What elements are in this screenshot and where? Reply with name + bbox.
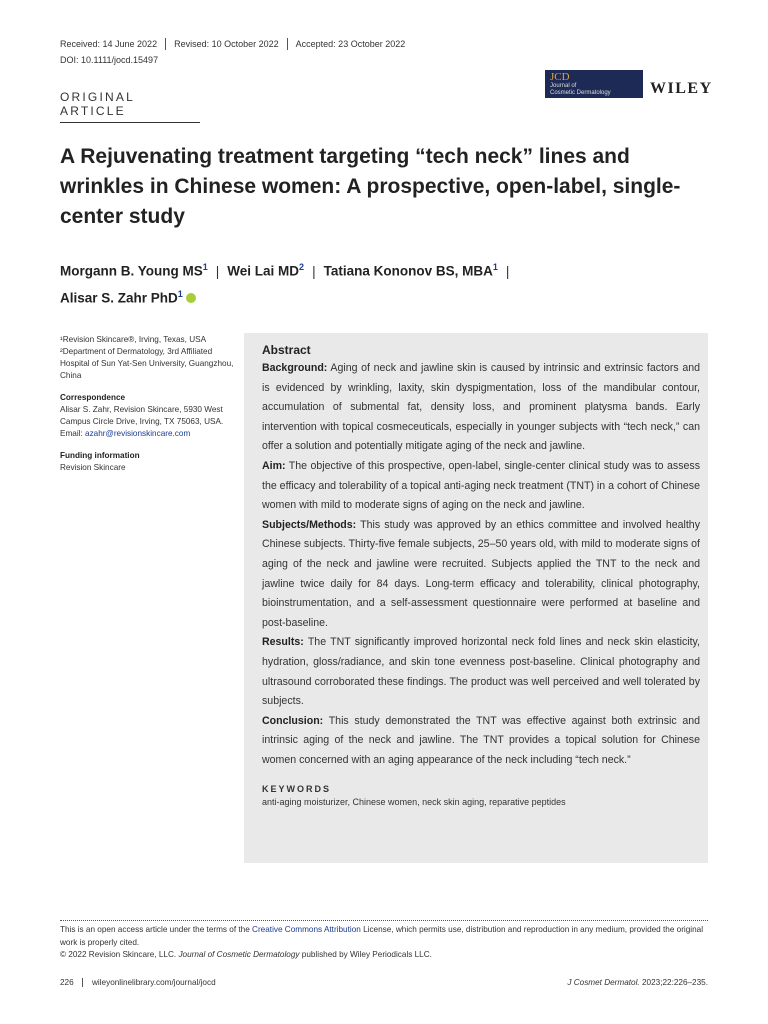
abstract-results (262, 633, 700, 711)
citation-journal: J Cosmet Dermatol. (567, 978, 640, 987)
affiliation-2: ²Department of Dermatology, 3rd Affiliated Hospital of Sun Yat-Sen University, Guangzhou, China (60, 347, 234, 380)
license-text-start: This is an open access article under the terms of the (60, 925, 253, 934)
abstract-section-label: Subjects/Methods: (262, 518, 357, 531)
funding-text: Revision Skincare (60, 463, 126, 472)
journal-logo-abbrev: JCD (550, 71, 570, 83)
copyright-journal: Journal of Cosmetic Dermatology (178, 950, 300, 959)
footnote-divider (60, 920, 708, 921)
license-text (60, 924, 708, 949)
keywords-list: anti-aging moisturizer, Chinese women, neck skin aging, reparative peptides (262, 797, 566, 808)
author-name[interactable]: Morgann B. Young MS (60, 263, 203, 279)
article-info-column (60, 334, 235, 474)
revised-date: Revised: 10 October 2022 (174, 38, 288, 50)
copyright-start: © 2022 Revision Skincare, LLC. (60, 950, 179, 959)
author-separator: | (505, 263, 510, 279)
abstract-methods (262, 516, 700, 634)
license-text-end: License, which permits use, distribution and reproduction in any medium, provided the original work is properly cited. (60, 925, 704, 947)
abstract-box (244, 333, 708, 863)
copyright-end: published by Wiley Periodicals LLC. (299, 950, 432, 959)
journal-logo-name: Cosmetic Dermatology (550, 90, 611, 96)
creative-commons-link[interactable]: Creative Commons Attribution (252, 925, 361, 934)
accepted-date: Accepted: 23 October 2022 (295, 39, 406, 49)
author-name[interactable]: Alisar S. Zahr PhD (60, 290, 178, 305)
abstract-section-text: The TNT significantly improved horizontal neck fold lines and neck skin elasticity, hydration, gloss/radiance, and skin tone evenness post-baseline. Clinical photography and ultrasound corroborated these findings. The product was well perceived and well tolerated by subjects. (262, 636, 700, 708)
abstract-section-text: This study was approved by an ethics committee and involved healthy Chinese subjects. Thirty-five female subjects, 25–50 years old, with mild to moderate signs of aging of the neck and jawline were recruited. Subjects applied the TNT to the neck and jawline twice daily for 84 days. Long-term efficacy and tolerability, clinical photography, bioinstrumentation, and a self-assessment questionnaire were performed at baseline and post-baseline. (262, 518, 700, 629)
doi[interactable]: DOI: 10.1111/jocd.15497 (60, 55, 159, 65)
author-affiliation-marker[interactable]: 1 (492, 262, 498, 272)
received-date: Received: 14 June 2022 (60, 38, 166, 50)
article-type: ORIGINAL ARTICLE (60, 90, 200, 123)
author-affiliation-marker[interactable]: 1 (177, 288, 183, 299)
abstract-section-text: Aging of neck and jawline skin is caused by intrinsic and extrinsic factors and is evidenced by wrinkling, laxity, skin dyspigmentation, loss of the mandibular contour, accumulation of submental fat, density loss, and prominent platysma bands. Early intervention with topical cosmeceuticals, especially in younger subjects with “tech neck,” can offer a solution and potentially mitigate aging of the neck and jawline. (262, 362, 700, 453)
copyright-line (60, 949, 708, 962)
author-name[interactable]: Tatiana Kononov BS, MBA (323, 263, 493, 279)
keywords-heading: KEYWORDS (262, 784, 332, 795)
page-number: 226 (60, 978, 83, 987)
citation (567, 978, 708, 987)
author-affiliation-marker[interactable]: 1 (202, 262, 208, 272)
abstract-background (262, 359, 700, 457)
abstract-section-label: Background: (262, 362, 328, 374)
citation-details: 2023;22:226–235. (639, 978, 708, 987)
abstract-section-text: This study demonstrated the TNT was effective against both extrinsic and intrinsic aging of the neck and jawline. The TNT provides a topical solution for Chinese women concerned with an aging appearance of the neck including “tech neck.” (262, 714, 700, 766)
author-name[interactable]: Wei Lai MD (227, 263, 300, 279)
abstract-section-label: Results: (262, 636, 304, 649)
abstract-section-text: The objective of this prospective, open-label, single-center clinical study was to assess the efficacy and tolerability of a topical anti-aging neck treatment (TNT) in a cohort of Chinese women with mild to moderate signs of aging on the neck and jawline. (262, 459, 700, 512)
affiliation-1: ¹Revision Skincare®, Irving, Texas, USA (60, 335, 207, 344)
journal-logo-small: Journal of (550, 83, 577, 89)
correspondence-heading: Correspondence (60, 393, 126, 402)
abstract-conclusion (262, 712, 700, 771)
abstract-heading: Abstract (262, 343, 311, 357)
license-note (60, 924, 708, 962)
article-title: A Rejuvenating treatment targeting “tech neck” lines and wrinkles in Chinese women: A prospective, open-label, single-center study (60, 145, 681, 228)
article-dates (60, 38, 421, 50)
funding-heading: Funding information (60, 451, 140, 460)
author-separator: | (215, 263, 220, 279)
correspondence-email-line (60, 428, 235, 440)
email-link[interactable]: azahr@revisionskincare.com (85, 429, 191, 438)
abstract-aim (262, 457, 700, 516)
author-list (60, 256, 700, 309)
author-separator: | (312, 263, 316, 279)
publisher-logo[interactable]: WILEY (650, 80, 713, 97)
journal-site-link[interactable]: wileyonlinelibrary.com/journal/jocd (92, 978, 216, 987)
correspondence-address: Alisar S. Zahr, Revision Skincare, 5930 West Campus Circle Drive, Irving, TX 75063, USA. (60, 405, 224, 426)
funding-block (60, 450, 235, 474)
orcid-icon[interactable] (186, 293, 196, 303)
journal-logo[interactable] (545, 70, 643, 98)
correspondence-block (60, 392, 235, 440)
author-affiliation-marker[interactable]: 2 (299, 262, 305, 272)
abstract-section-label: Conclusion: (262, 714, 324, 727)
email-label: Email: (60, 429, 86, 438)
abstract-section-label: Aim: (262, 459, 286, 472)
